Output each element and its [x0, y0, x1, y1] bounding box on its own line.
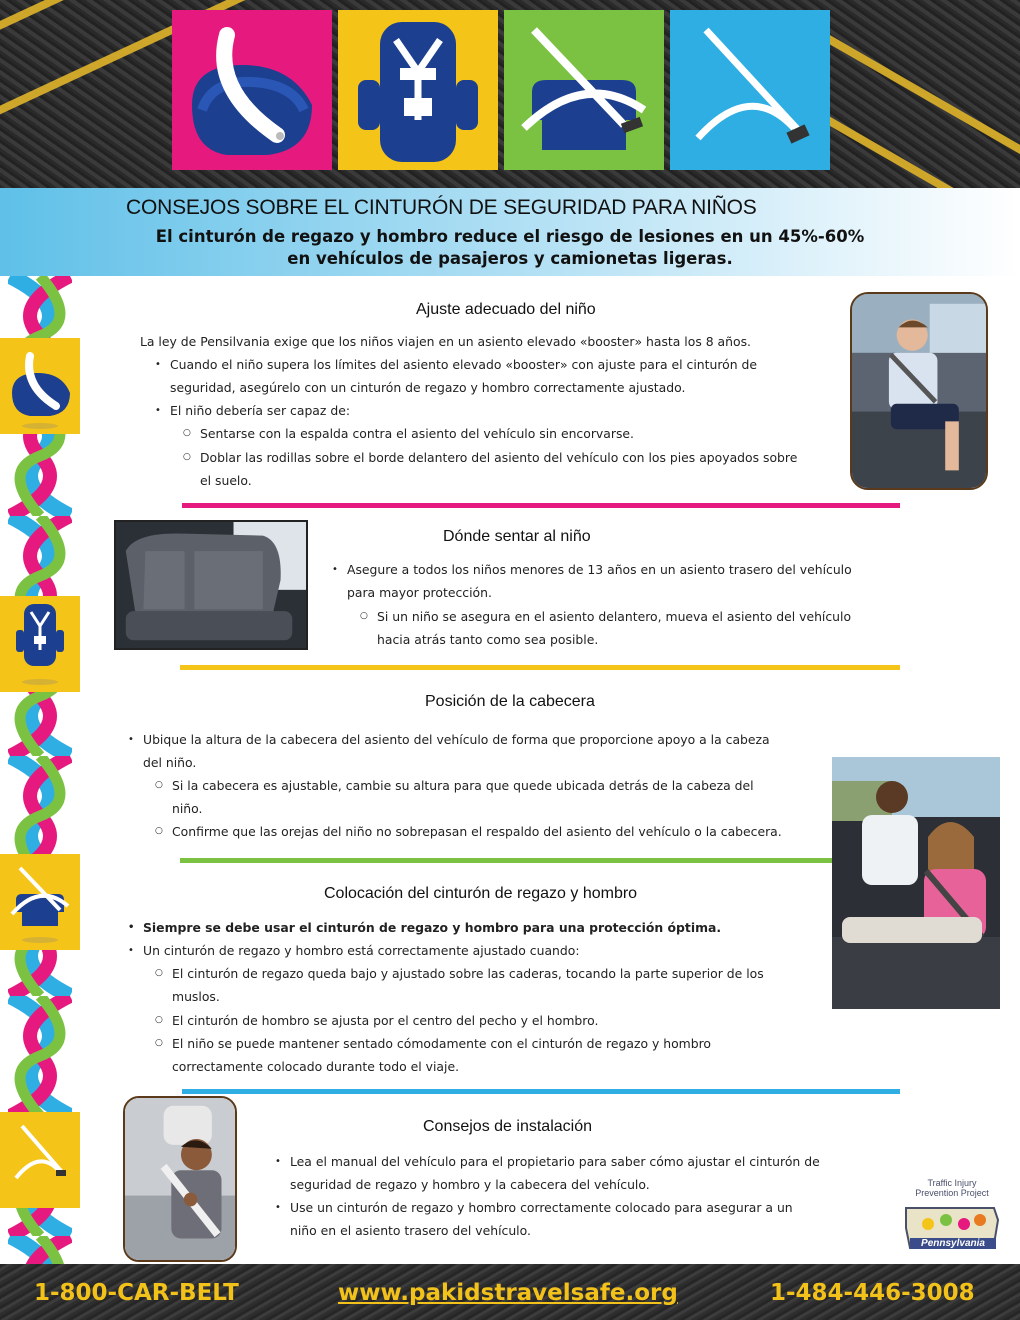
page-title: CONSEJOS SOBRE EL CINTURÓN DE SEGURIDAD PARA NIÑOS: [126, 196, 757, 219]
logo-line: Traffic Injury: [927, 1178, 977, 1188]
text-line: • Ubique la altura de la cabecera del asiento del vehículo de forma que proporcione apoyo a la cabeza: [143, 732, 770, 747]
headrest-sub-bullet: ○ Confirme que las orejas del niño no sobrepasan el respaldo del asiento del vehículo o la cabecera.: [172, 820, 782, 843]
where-sub-bullet: [377, 605, 907, 651]
booster-seat-icon: [504, 10, 664, 170]
boy-buckling-photo: [123, 1096, 237, 1262]
install-bullet: [290, 1196, 890, 1242]
fit-sub-bullet: ○ Sentarse con la espalda contra el asiento del vehículo sin encorvarse.: [200, 422, 634, 445]
tipp-logo: [898, 1178, 1006, 1258]
booster-seat-icon: [0, 854, 80, 950]
side-harness-seat-tile: [0, 596, 80, 692]
page-subtitle: [110, 226, 910, 270]
placement-sub-bullet: ○ El cinturón de hombro se ajusta por el centro del pecho y el hombro.: [172, 1009, 598, 1032]
subtitle-line: en vehículos de pasajeros y camionetas ligeras.: [287, 249, 733, 268]
text-line: hacia atrás tanto como sea posible.: [377, 632, 599, 648]
footer-phone-1[interactable]: 1-800-CAR-BELT: [34, 1280, 239, 1306]
text-line: para mayor protección.: [347, 585, 492, 601]
where-bullet: [347, 558, 907, 604]
teens-in-car-photo: [832, 757, 1000, 1009]
section-heading-fit: Ajuste adecuado del niño: [416, 301, 596, 318]
fit-intro: La ley de Pensilvania exige que los niños viajen en un asiento elevado «booster» hasta los 8 años.: [140, 334, 751, 349]
section-heading-headrest: Posición de la cabecera: [425, 693, 595, 710]
section-divider: [180, 665, 900, 670]
fit-sub-bullet: [200, 446, 840, 492]
seat-belt-icon: [0, 1112, 80, 1208]
text-line: ○ Si la cabecera es ajustable, cambie su altura para que quede ubicada detrás de la cabeza del: [172, 778, 754, 793]
section-heading-placement: Colocación del cinturón de regazo y hombro: [324, 885, 638, 902]
text-line: • Lea el manual del vehículo para el propietario para saber cómo ajustar el cinturón de: [290, 1154, 820, 1169]
boy-in-seat-photo: [850, 292, 988, 490]
pennsylvania-map-icon: [898, 1198, 1006, 1258]
harness-seat-icon: [338, 10, 498, 170]
text-line: ○ Doblar las rodillas sobre el borde delantero del asiento del vehículo con los pies apoyados sobre: [200, 450, 798, 465]
header-banner: [0, 0, 1020, 188]
booster-seat-tile: [504, 10, 664, 170]
infant-seat-icon: [0, 338, 80, 434]
seat-belt-tile: [670, 10, 830, 170]
section-heading-where: Dónde sentar al niño: [443, 528, 591, 545]
subtitle-line: El cinturón de regazo y hombro reduce el riesgo de lesiones en un 45%-60%: [155, 227, 865, 246]
placement-sub-bullet: [172, 1032, 822, 1078]
text-line: ○ Si un niño se asegura en el asiento delantero, mueva el asiento del vehículo: [377, 609, 852, 624]
text-line: el suelo.: [200, 473, 252, 489]
seat-belt-icon: [670, 10, 830, 170]
text-line: muslos.: [172, 989, 220, 1005]
road-line: [818, 31, 1020, 168]
fit-bullet: • El niño debería ser capaz de:: [170, 399, 350, 422]
infant-seat-icon: [172, 10, 332, 170]
text-line: niño en el asiento trasero del vehículo.: [290, 1223, 531, 1239]
road-line: [798, 101, 1020, 188]
logo-state-label: Pennsylvania: [910, 1238, 996, 1249]
text-line: del niño.: [143, 755, 197, 771]
side-seat-belt-tile: [0, 1112, 80, 1208]
placement-sub-bullet: [172, 962, 822, 1008]
text-line: ○ El niño se puede mantener sentado cómodamente con el cinturón de regazo y hombro: [172, 1036, 712, 1051]
text-line: seguridad, asegúrelo con un cinturón de regazo y hombro correctamente ajustado.: [170, 380, 686, 396]
footer-website-link[interactable]: www.pakidstravelsafe.org: [338, 1280, 678, 1306]
text-line: correctamente colocado durante todo el viaje.: [172, 1059, 460, 1075]
text-line: • Cuando el niño supera los límites del asiento elevado «booster» con ajuste para el cinturón de: [170, 357, 758, 372]
text-line: niño.: [172, 801, 203, 817]
section-divider: [182, 1089, 900, 1094]
logo-line: Prevention Project: [915, 1188, 989, 1198]
section-divider: [182, 503, 900, 508]
headrest-sub-bullet: [172, 774, 822, 820]
text-line: • Asegure a todos los niños menores de 13 años en un asiento trasero del vehículo: [347, 562, 852, 577]
back-seat-photo: [114, 520, 308, 650]
footer-phone-2[interactable]: 1-484-446-3008: [770, 1280, 975, 1306]
text-line: ○ El cinturón de regazo queda bajo y ajustado sobre las caderas, tocando la parte superior de los: [172, 966, 764, 981]
fit-bullet: [170, 353, 830, 399]
side-infant-seat-tile: [0, 338, 80, 434]
placement-bullet: • Siempre se debe usar el cinturón de regazo y hombro para una protección óptima.: [143, 916, 721, 939]
infant-seat-tile: [172, 10, 332, 170]
install-bullet: [290, 1150, 890, 1196]
side-booster-seat-tile: [0, 854, 80, 950]
text-line: seguridad de regazo y hombro y la cabecera del vehículo.: [290, 1177, 650, 1193]
section-divider: [180, 858, 832, 863]
section-heading-install: Consejos de instalación: [423, 1118, 592, 1135]
harness-seat-tile: [338, 10, 498, 170]
harness-seat-icon: [0, 596, 80, 692]
placement-bullet: • Un cinturón de regazo y hombro está correctamente ajustado cuando:: [143, 939, 580, 962]
headrest-bullet: [143, 728, 833, 774]
text-line: • Use un cinturón de regazo y hombro correctamente colocado para asegurar a un: [290, 1200, 793, 1215]
